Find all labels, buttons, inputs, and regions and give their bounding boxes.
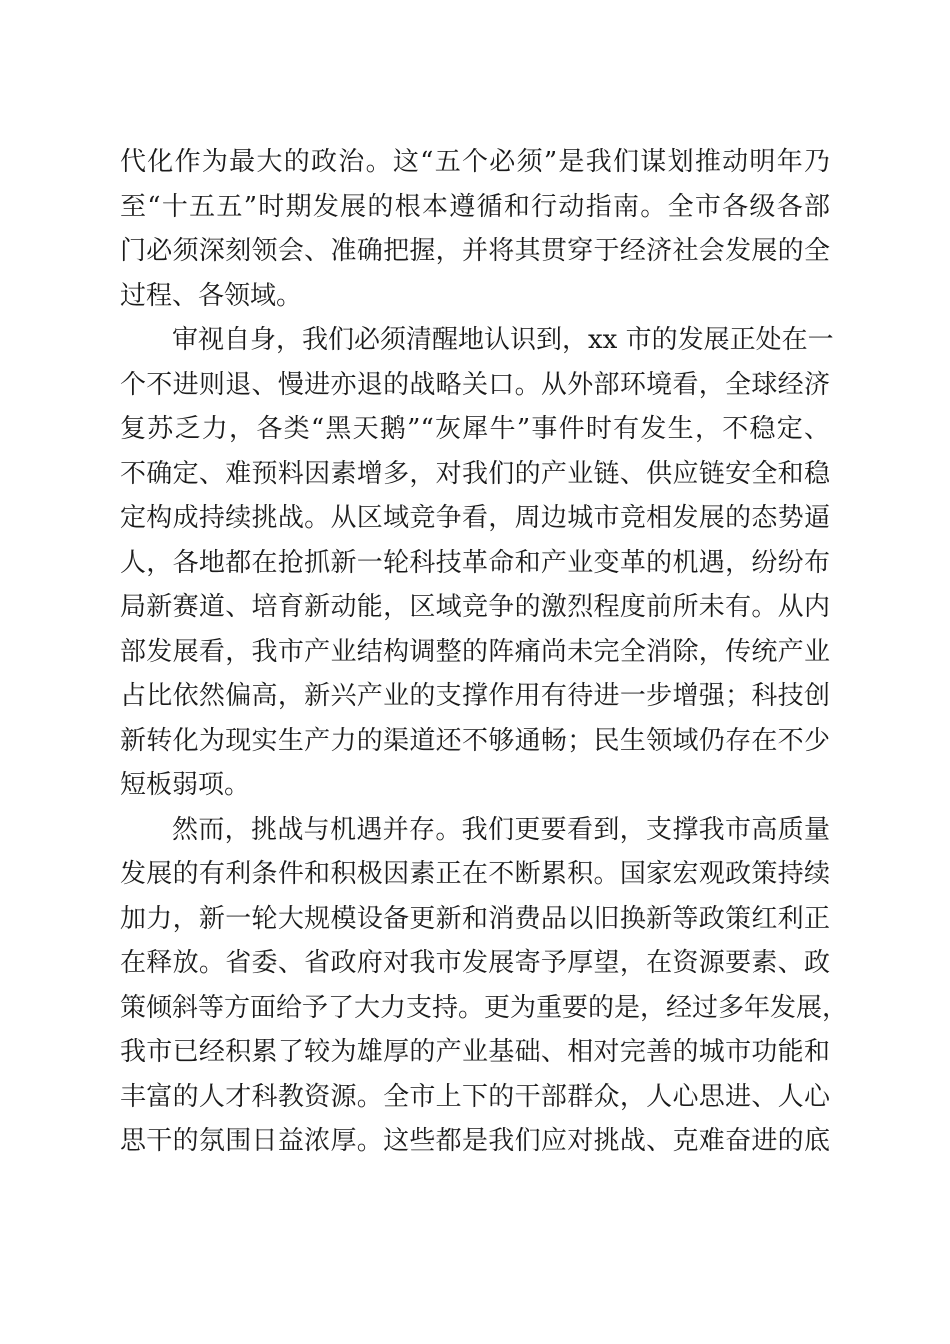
text-line: 局新赛道、培育新动能，区域竞争的激烈程度前所未有。从内 bbox=[120, 592, 830, 622]
text-line: 短板弱项。 bbox=[120, 770, 251, 800]
text-line: 部发展看，我市产业结构调整的阵痛尚未完全消除，传统产业 bbox=[120, 636, 830, 667]
text-line: 新转化为现实生产力的渠道还不够通畅；民生领域仍存在不少 bbox=[120, 725, 830, 756]
text-line: 然而，挑战与机遇并存。我们更要看到，支撑我市高质量 bbox=[172, 814, 830, 845]
text-line: 在释放。省委、省政府对我市发展寄予厚望，在资源要素、政 bbox=[120, 948, 830, 978]
text-line: 审视自身，我们必须清醒地认识到，xx 市的发展正处在一 bbox=[172, 325, 834, 355]
text-line: 丰富的人才科教资源。全市上下的干部群众，人心思进、人心 bbox=[120, 1081, 830, 1112]
paragraph-1 bbox=[120, 140, 830, 318]
body-text bbox=[120, 140, 849, 1164]
text-line: 加力，新一轮大规模设备更新和消费品以旧换新等政策红利正 bbox=[120, 903, 830, 934]
text-line: 人，各地都在抢抓新一轮科技革命和产业变革的机遇，纷纷布 bbox=[120, 547, 830, 578]
paragraph-2 bbox=[120, 318, 834, 808]
paragraph-3 bbox=[120, 808, 849, 1164]
text-line: 不确定、难预料因素增多，对我们的产业链、供应链安全和稳 bbox=[120, 458, 830, 489]
text-line: 至“十五五”时期发展的根本遵循和行动指南。全市各级各部 bbox=[120, 191, 830, 222]
text-line: 代化作为最大的政治。这“五个必须”是我们谋划推动明年乃 bbox=[120, 147, 830, 177]
text-line: 占比依然偏高，新兴产业的支撑作用有待进一步增强；科技创 bbox=[120, 681, 830, 711]
text-line: 我市已经积累了较为雄厚的产业基础、相对完善的城市功能和 bbox=[120, 1037, 830, 1067]
text-line: 过程、各领域。 bbox=[120, 280, 303, 311]
text-line: 门必须深刻领会、准确把握，并将其贯穿于经济社会发展的全 bbox=[120, 236, 830, 266]
text-line: 策倾斜等方面给予了大力支持。更为重要的是，经过多年发展， bbox=[120, 992, 849, 1023]
text-line: 思干的氛围日益浓厚。这些都是我们应对挑战、克难奋进的底 bbox=[120, 1126, 830, 1156]
text-line: 复苏乏力，各类“黑天鹅”“灰犀牛”事件时有发生，不稳定、 bbox=[120, 414, 830, 444]
text-line: 个不进则退、慢进亦退的战略关口。从外部环境看，全球经济 bbox=[120, 369, 830, 400]
text-line: 定构成持续挑战。从区域竞争看，周边城市竞相发展的态势逼 bbox=[120, 503, 830, 533]
text-line: 发展的有利条件和积极因素正在不断累积。国家宏观政策持续 bbox=[120, 859, 830, 889]
